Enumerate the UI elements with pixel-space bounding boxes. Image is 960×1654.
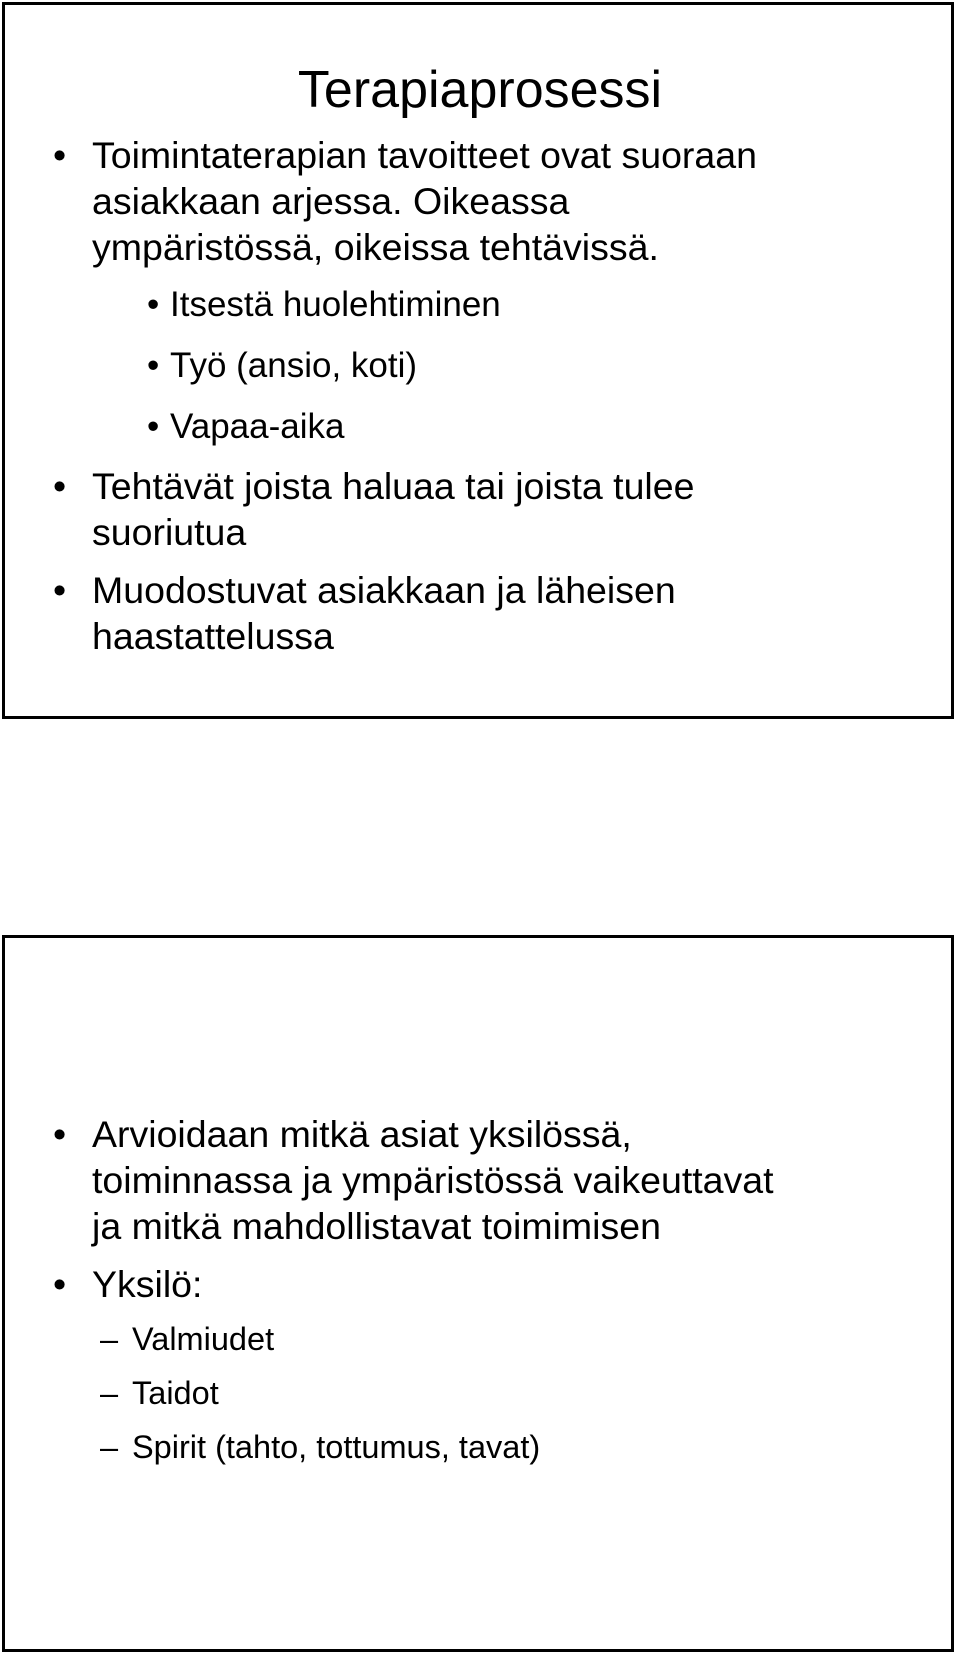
slide-2-bullet-list <box>0 1111 960 1467</box>
bullet-line: Muodostuvat asiakkaan ja läheisen <box>92 569 676 611</box>
bullet-item <box>0 567 960 659</box>
bullet-marker: • <box>147 285 160 324</box>
sub-bullet-item <box>0 345 960 386</box>
bullet-marker: • <box>147 346 160 385</box>
sub-item-text: Valmiudet <box>132 1321 275 1357</box>
sub-bullet-item <box>0 406 960 447</box>
bullet-line: ympäristössä, oikeissa tehtävissä. <box>92 226 659 268</box>
bullet-line: suoriutua <box>92 511 247 553</box>
bullet-line: toiminnassa ja ympäristössä vaikeuttavat <box>92 1159 774 1201</box>
bullet-line: asiakkaan arjessa. Oikeassa <box>92 180 570 222</box>
bullet-line: Yksilö: <box>92 1263 203 1305</box>
bullet-marker: • <box>53 1263 67 1305</box>
bullet-marker: • <box>53 134 67 176</box>
dash-marker: – <box>100 1375 119 1411</box>
sub-item-text: Taidot <box>132 1375 219 1411</box>
bullet-item <box>0 132 960 270</box>
sub-bullet-text: Vapaa-aika <box>170 407 345 446</box>
sub-item-text: Spirit (tahto, tottumus, tavat) <box>132 1429 541 1465</box>
dash-marker: – <box>100 1429 119 1465</box>
bullet-marker: • <box>53 569 67 611</box>
slide-1-bullet-list <box>0 132 960 659</box>
bullet-marker: • <box>147 407 160 446</box>
sub-bullet-text: Työ (ansio, koti) <box>170 346 418 385</box>
bullet-marker: • <box>53 465 67 507</box>
sub-bullet-text: Itsestä huolehtiminen <box>170 285 501 324</box>
bullet-line: Arvioidaan mitkä asiat yksilössä, <box>92 1113 632 1155</box>
bullet-item <box>0 463 960 555</box>
bullet-line: ja mitkä mahdollistavat toimimisen <box>92 1205 661 1247</box>
bullet-item <box>0 1111 960 1249</box>
sub-bullet-item <box>0 284 960 325</box>
bullet-marker: • <box>53 1113 67 1155</box>
slide-title: Terapiaprosessi <box>297 61 663 119</box>
sub-item <box>0 1319 960 1359</box>
bullet-line: haastattelussa <box>92 615 334 657</box>
bullet-line: Toimintaterapian tavoitteet ovat suoraan <box>92 134 757 176</box>
bullet-line: Tehtävät joista haluaa tai joista tulee <box>92 465 695 507</box>
sub-item <box>0 1373 960 1413</box>
dash-marker: – <box>100 1321 119 1357</box>
sub-item <box>0 1427 960 1467</box>
bullet-item <box>0 1261 960 1307</box>
